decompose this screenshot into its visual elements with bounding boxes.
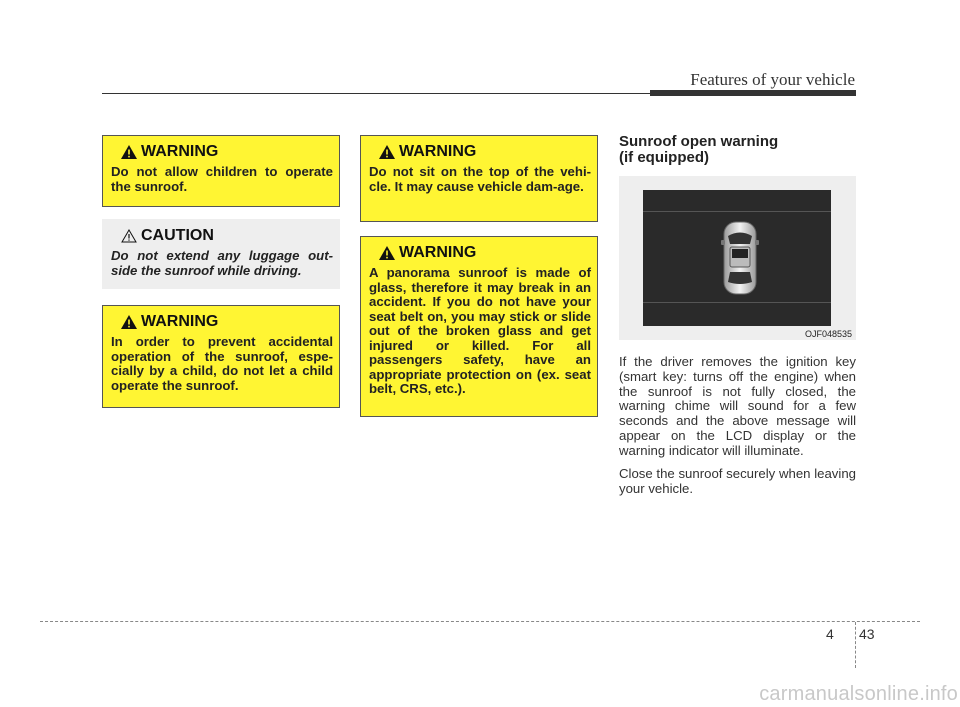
paragraph-close-sunroof: Close the sunroof securely when leaving your vehicle.	[619, 466, 856, 496]
warning-text: Do not allow children to operate the sunroof.	[111, 164, 333, 194]
car-sunroof-open-icon	[721, 220, 759, 296]
caution-text: Do not extend any luggage out-side the sunroof while driving.	[111, 248, 333, 278]
header-bar	[650, 90, 856, 96]
caution-heading: CAUTION	[121, 226, 333, 246]
warning-box-children	[102, 135, 340, 207]
warning-heading: WARNING	[121, 142, 333, 162]
warning-heading: WARNING	[379, 142, 591, 162]
section-number: 4	[826, 626, 834, 642]
warning-box-panorama-glass	[360, 236, 598, 417]
section-title: Sunroof open warning (if equipped)	[619, 133, 779, 166]
warning-triangle-icon	[121, 145, 137, 159]
watermark: carmanualsonline.info	[759, 683, 958, 705]
footer-divider	[855, 622, 856, 668]
warning-heading: WARNING	[379, 243, 591, 263]
warning-heading: WARNING	[121, 312, 333, 332]
warning-text: A panorama sunroof is made of glass, therefore it may break in an accident. If you do not have your seat belt on, you may stick or slide out of the broken glass and get injured or killed. For all passengers safety, have an appropriate protection on (ex. seat belt, CRS, etc.).	[369, 265, 591, 396]
warning-triangle-icon	[379, 246, 395, 260]
lcd-display	[643, 190, 831, 326]
caution-box-luggage	[102, 219, 340, 289]
caution-triangle-icon	[121, 229, 137, 243]
page-header-title: Features of your vehicle	[690, 70, 855, 89]
page-number: 43	[859, 626, 875, 642]
warning-box-sit-on-top	[360, 135, 598, 222]
figure-code: OJF048535	[804, 329, 852, 339]
warning-box-accidental-operation	[102, 305, 340, 408]
lcd-figure	[619, 176, 856, 340]
warning-triangle-icon	[379, 145, 395, 159]
header-rule	[102, 93, 650, 94]
footer-rule	[40, 621, 920, 622]
warning-text: In order to prevent accidental operation of the sunroof, espe-cially by a child, do not let a child operate the sunroof.	[111, 334, 333, 393]
warning-text: Do not sit on the top of the vehi-cle. It may cause vehicle dam-age.	[369, 164, 591, 194]
paragraph-ignition-warning: If the driver removes the ignition key (smart key: turns off the engine) when the sunroof is not fully closed, the warning chime will sound for a few seconds and the above message will appear on the LCD display or the warning indicator will illuminate.	[619, 354, 856, 458]
warning-triangle-icon	[121, 315, 137, 329]
